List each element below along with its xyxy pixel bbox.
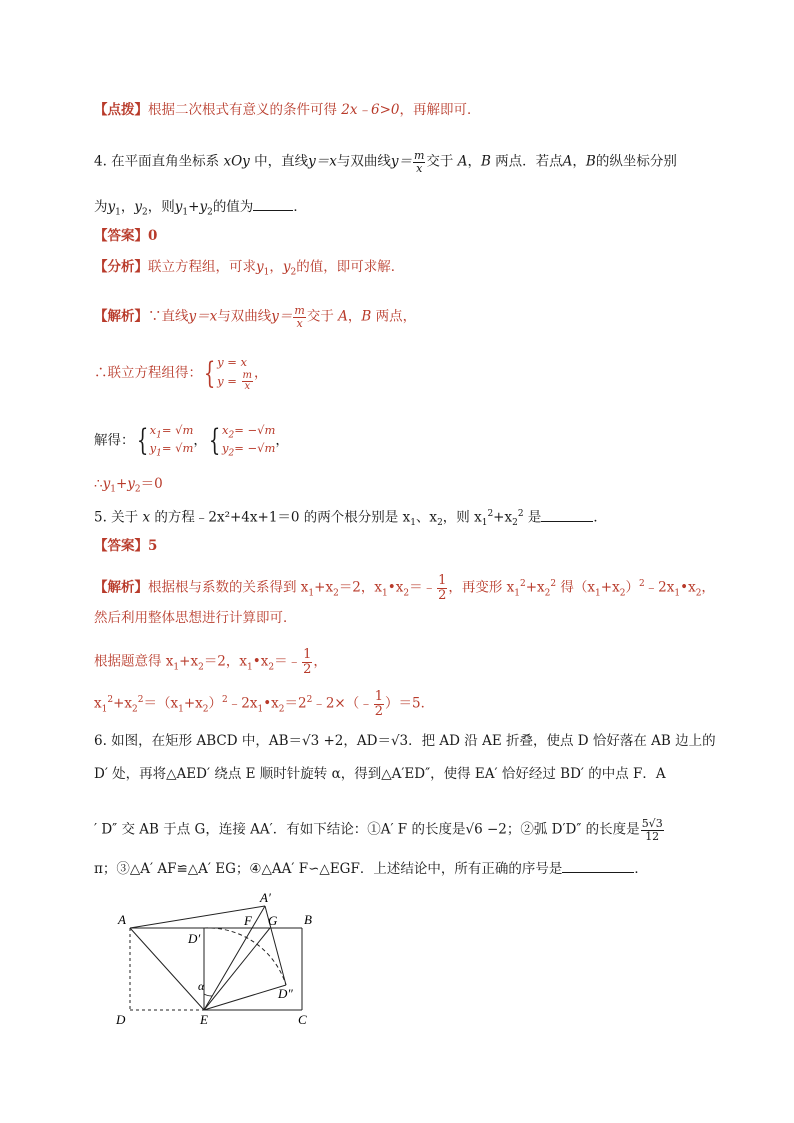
final-value: ＝0 [140,476,163,492]
root-system-1 [150,423,194,460]
frac-den: x [296,316,303,330]
sub: 1 [514,588,520,599]
q5-solution-line [94,574,715,602]
sub: 2 [290,267,297,278]
comma: ， [572,153,586,170]
frac-num: 5√3 [641,817,663,830]
frac-num: 1 [438,573,447,588]
solution-text: ﹣2x [644,579,675,596]
answer-blank[interactable] [253,209,293,211]
x1-value: = √m [161,423,194,437]
q6-line4 [94,863,648,877]
sub: 1 [382,588,388,599]
frac-den: 2 [374,703,384,719]
sub: 2 [437,518,443,529]
sub: 1 [156,448,162,459]
y1: y [256,259,264,275]
q6-text: ． [634,861,648,877]
sub: 1 [178,704,184,715]
solve-text: 解得： [94,432,135,449]
q5-line5 [94,690,434,718]
comma: ， [193,432,207,449]
hint-tag: 【点拨】 [94,102,148,118]
plus: + [115,476,128,492]
answer-blank[interactable] [541,520,593,522]
y2-value: = −√m [234,441,276,456]
sub: 2 [619,588,626,599]
y2: y [282,259,291,275]
solution-text: ＝（x [143,695,179,712]
sup: 2 [487,509,494,519]
hint-text-end: ，再解即可． [399,102,481,118]
sub: 1 [257,704,264,715]
solution-text: •x [387,579,404,596]
sub: 1 [674,588,681,599]
sub: 2 [544,588,551,599]
q4-text: 为 [94,199,108,215]
solution-text: x [94,695,102,712]
answer-value: 5 [148,538,158,554]
point-b-label: B [585,153,596,170]
frac-den: 2 [438,587,447,603]
sup: 2 [107,695,114,706]
var-x: x [142,509,151,526]
solution-text: •x [252,653,269,670]
solution-text: ，再变形 x [448,579,515,596]
point-b-label: B [361,308,372,325]
q5-text: +x [493,509,513,526]
q6-line2 [94,768,666,782]
sup: 2 [137,695,144,706]
q5-line3 [94,612,297,626]
solution-text: +x [183,695,203,712]
hint-text: 根据二次根式有意义的条件可得 [148,102,342,118]
label-alpha: α [198,979,205,993]
label-a-prime: A′ [260,890,271,905]
frac-den: 2 [303,661,312,677]
frac-num: 1 [374,689,384,704]
solution-text: ﹣2x [227,695,258,712]
sub: 2 [134,484,141,495]
q5-text: 5. 关于 [94,509,143,526]
segment-eg [204,928,270,1010]
frac-num: 1 [303,647,312,662]
solution-text: 根据题意得 x [94,653,174,670]
plus: + [188,199,200,215]
sub: 1 [481,518,488,529]
brace: { [208,423,221,459]
comma: ， [269,259,283,275]
q5-line1: 5. 关于 x 的方程﹣2x²+4x+1＝0 的两个根分别是 $x_1$、$x_2$，则 $x_1^2+x_2^2$ 是 ． [94,509,607,529]
q6-text: 6. 如图，在矩形 ABCD 中，AB＝√3 +2，AD＝√3．把 AD 沿 AE 折叠，使点 D 恰好落在 AB 边上的 [94,733,716,749]
therefore: ∴ [94,476,103,492]
solution-text: ＝﹣ [274,653,302,670]
solution-text: •x [263,695,279,712]
q5-text: 的方程﹣2x²+4x+1＝0 的两个根分别是 x [150,509,411,526]
q4-coord-system: xOy [223,153,250,170]
y2: y [134,199,143,215]
x1: x [149,423,157,437]
q5-text: ，则 x [442,509,482,526]
brace: { [136,423,148,459]
comma: ， [467,153,481,170]
label-d: D [116,1012,126,1027]
sup: 2 [550,579,557,590]
q5-text: 是 [523,509,542,526]
sup: 2 [517,509,524,519]
solution-text: 与双曲线 [217,308,272,325]
frac-den: x [416,161,423,175]
q4-analysis-line [94,261,404,278]
q4-text: 与双曲线 [336,153,391,170]
q4-solve-line [94,423,289,460]
label-c: C [298,1012,307,1027]
system-eq2: y = [217,373,241,388]
line-equation: y＝x [188,308,218,325]
sub: 2 [142,207,148,218]
q4-text: 中，直线 [249,153,309,170]
sub: 1 [410,518,416,529]
solution-text: 交于 [306,308,339,325]
point-b-label: B [480,153,491,170]
q6-text: π；③△A′ AF≌△A′ EG；④△AA′ F∽△EGF．上述结论中，所有正确的序号是 [94,861,563,877]
answer-tag: 【答案】 [94,228,148,244]
point-a-label: A [338,308,348,325]
fraction-half [302,648,312,676]
sub: 1 [263,267,270,278]
q4-hyperbola-y: y＝ [390,153,412,170]
solution-text: ﹣2×（﹣ [312,695,373,712]
q4-text: 两点．若点 [490,153,563,170]
analysis-text: 联立方程组，可求 [148,259,256,275]
sup: 2 [638,579,645,590]
q4-text: 交于 [426,153,458,170]
solution-text: ∵直线 [148,308,189,325]
sub: 2 [207,207,213,218]
fraction-arc-length [641,818,664,842]
q4-text: 的纵坐标分别 [595,153,677,170]
angle-alpha-arc [204,994,212,996]
label-g: G [268,913,278,928]
analysis-tag: 【分析】 [94,259,148,275]
point-a-label: A [562,153,573,170]
comma: ， [254,365,268,382]
sub: 2 [512,518,518,529]
answer-value: 0 [148,228,158,244]
sub: 2 [228,448,235,459]
q4-text: 4. 在平面直角坐标系 [94,153,224,170]
answer-blank[interactable] [562,871,634,873]
label-d-double-prime: D″ [278,986,293,1001]
label-e: E [200,1012,208,1027]
q5-text: 、x [415,509,438,526]
sup: 2 [222,695,228,706]
q4-answer-line [94,230,157,244]
fraction-m-x [293,305,305,329]
analysis-text: 的值，即可求解． [296,259,405,275]
solution-text: 两点， [371,308,417,325]
frac-den: x [244,381,251,393]
sub: 1 [247,662,253,673]
frac-num: m [294,304,305,317]
frac-den: 12 [645,829,660,843]
label-d-prime: D′ [188,931,201,946]
solution-text: ＝﹣ [409,579,437,596]
fraction-half [437,574,447,602]
frac-num: m [413,149,425,162]
hint-line [94,104,481,118]
q5-line4 [94,648,327,676]
solution-text: •x [680,579,696,596]
brace: { [203,355,216,391]
joint-text: ∴联立方程组得： [94,365,202,382]
label-f: F [244,913,252,928]
answer-tag: 【答案】 [94,538,148,554]
y1: y [149,441,157,456]
fraction-half [374,690,384,718]
solution-text: ＝2 [284,695,307,712]
point-a-label: A [457,153,468,170]
x2-value: = −√m [234,423,276,437]
q5-answer-line [94,540,157,554]
sub: 1 [308,588,315,599]
sub: 2 [278,704,285,715]
comma: ， [120,199,135,215]
q6-text: ′ D″ 交 AB 于点 G，连接 AA′．有如下结论：①A′ F 的长度是√6 −2；②弧 D′D″ 的长度是 [94,821,640,838]
q6-line3 [94,818,665,842]
frac-num: m [242,369,253,381]
hyperbola-y: y＝ [271,308,293,325]
solution-text: +x [525,579,545,596]
solution-text: 得（x [556,579,596,596]
q6-text: D′ 处，再将△AED′ 绕点 E 顺时针旋转 α，得到△A′ED″，使得 EA′ 恰好经过 BD′ 的中点 F．A [94,766,666,782]
solution-text: 根据根与系数的关系得到 x [148,579,309,596]
q4-line1 [94,150,677,174]
sub: 1 [182,207,189,218]
y1-value: = √m [161,441,194,456]
y2: y [221,441,229,456]
solution-text: ）＝5． [385,695,435,712]
y1: y [107,199,116,215]
solution-text: +x [113,695,133,712]
sub: 1 [115,207,121,218]
sub: 1 [595,588,601,599]
y2: y [127,476,135,492]
sub: 1 [173,662,180,673]
label-b: B [304,912,312,927]
root-system-2 [222,423,275,460]
solution-text: +x [179,653,199,670]
sub: 2 [228,430,235,441]
y2: y [199,199,208,215]
sub: 2 [268,662,275,673]
solution-text: ） [625,579,639,596]
system-equations [217,355,254,393]
solution-text: ， [313,653,327,670]
q4-line-equation: y＝x [308,153,337,170]
hint-inequality: 2x﹣6>0 [341,102,400,118]
sub: 1 [101,704,108,715]
sub: 2 [132,704,138,715]
y1: y [102,476,111,492]
solution-text: +x [600,579,620,596]
sub: 2 [403,588,410,599]
q4-fraction-m-x [413,150,425,174]
solution-text: 然后利用整体思想进行计算即可． [94,610,297,626]
q4-text: ，则 [147,199,175,215]
solution-text: ， [701,579,715,596]
comma: ， [347,308,362,325]
q6-line1 [94,735,716,749]
q4-final-line [94,478,163,495]
q4-text: 的值为 [212,199,254,215]
label-a: A [118,912,126,927]
solution-text: +x [314,579,334,596]
sub: 2 [198,662,204,673]
solution-tag: 【解析】 [94,308,148,325]
solution-tag: 【解析】 [94,579,148,596]
system-eq1: y = x [217,355,248,369]
q4-line2: 为$y_1$，$y_2$，则$y_1+y_2$的值为 ． [94,199,307,218]
comma: ， [275,432,289,449]
q4-joint-system [94,355,268,393]
sub: 2 [695,588,702,599]
sub: 1 [156,430,162,441]
geometry-diagram [108,888,338,1028]
sub: 1 [110,484,116,495]
sup: 2 [519,579,526,590]
sub: 2 [333,588,339,599]
arc-dp-dpp [204,928,286,985]
sup: 2 [306,695,313,706]
q4-solution-line [94,305,416,329]
solution-text: ＝2，x [203,653,248,670]
x2: x [221,423,229,437]
y1: y [174,199,183,215]
solution-text: ＝2，x [338,579,383,596]
sub: 2 [202,704,209,715]
solution-text: ） [208,695,223,712]
